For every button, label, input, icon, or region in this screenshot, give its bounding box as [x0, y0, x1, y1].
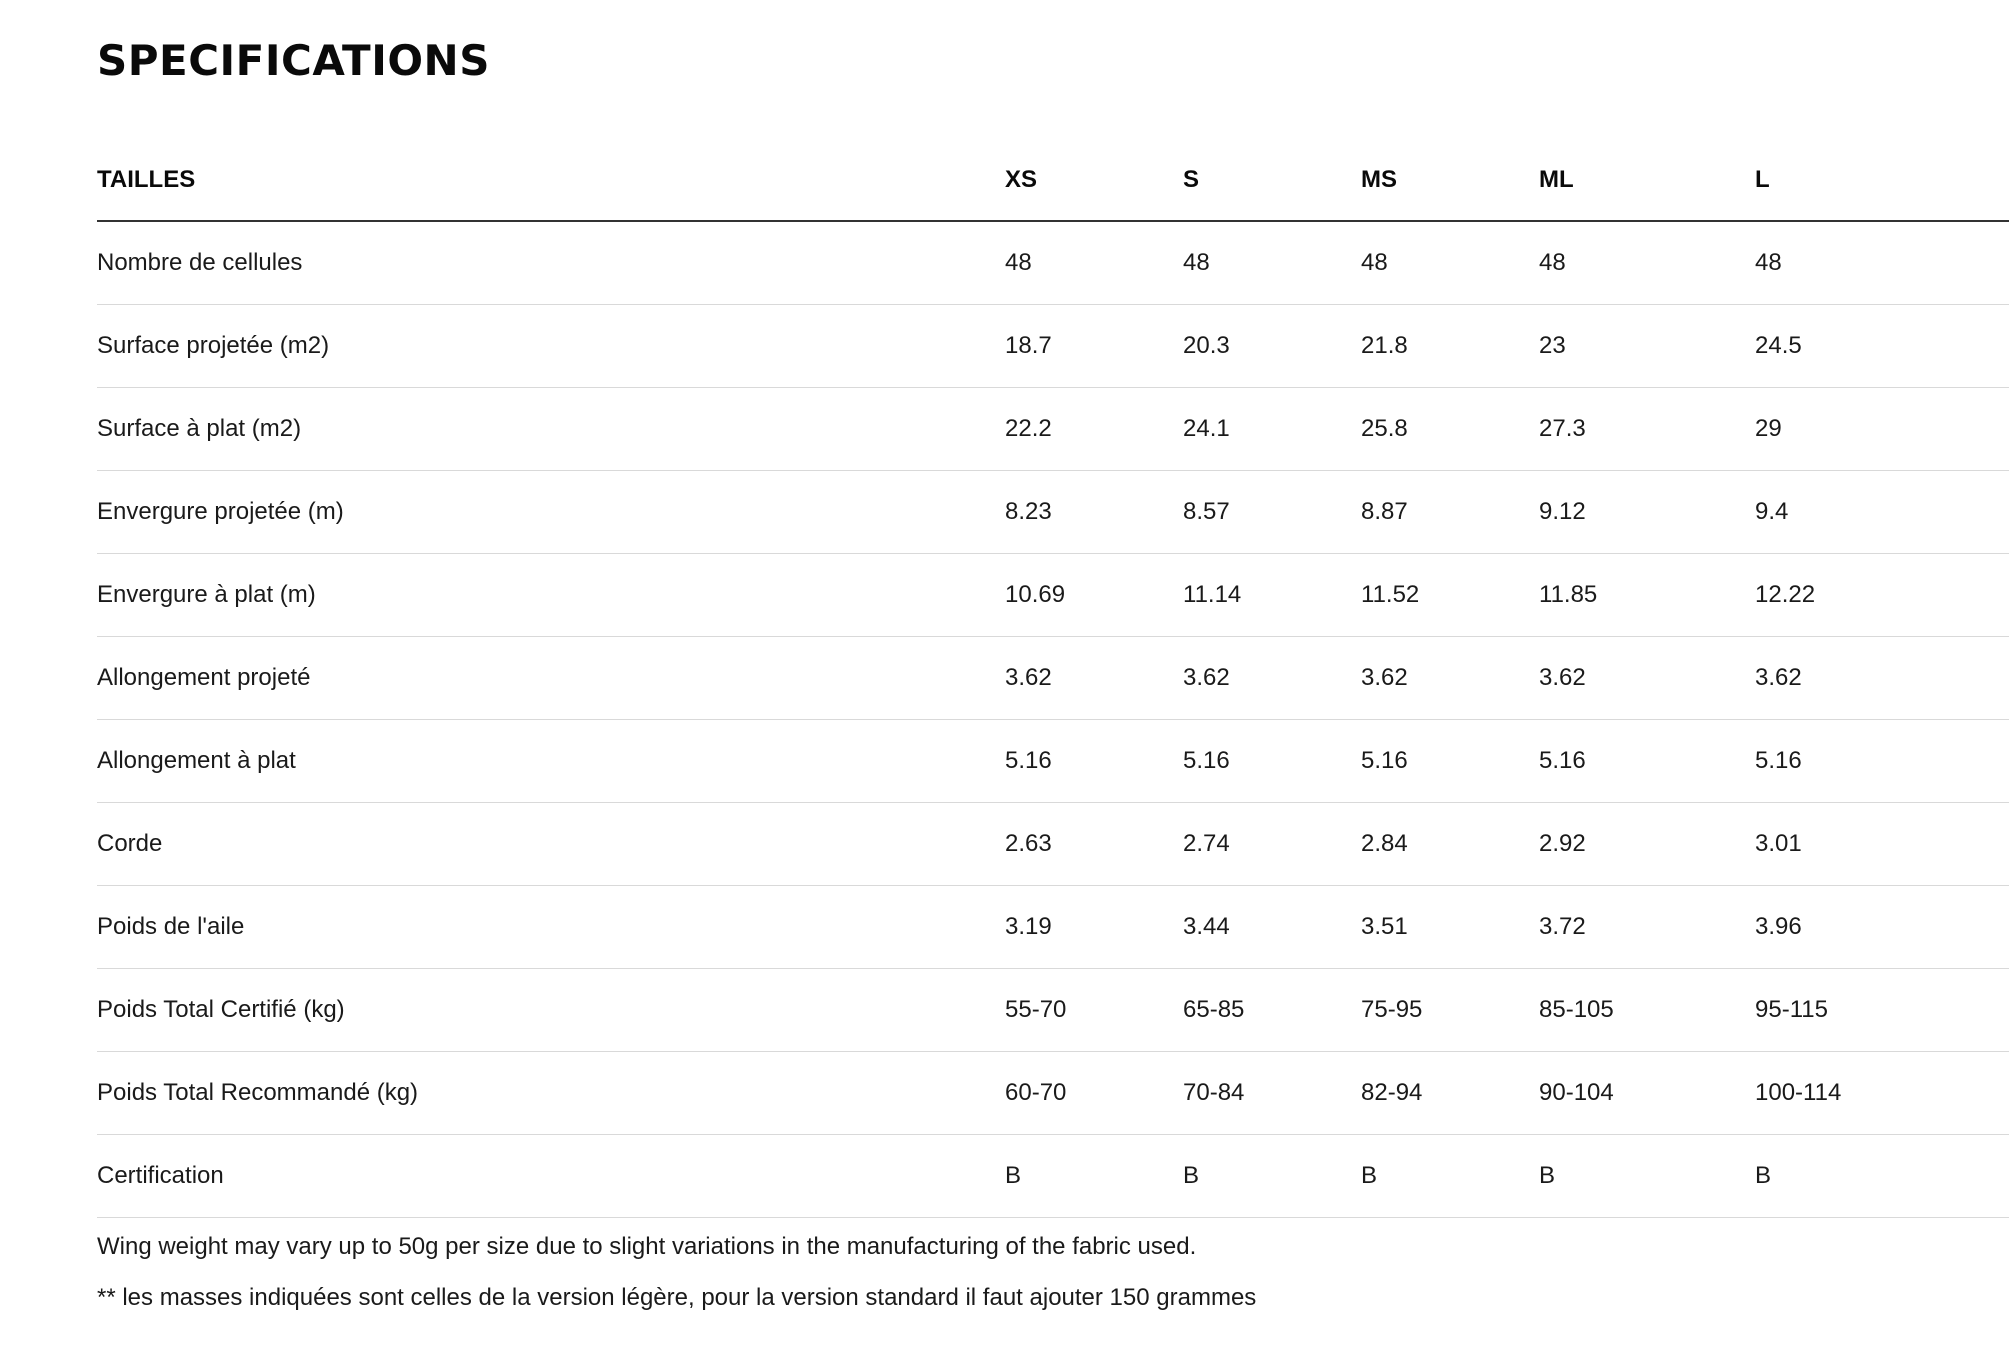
- cell-ml: 85-105: [1539, 969, 1755, 1052]
- footnotes: [97, 1230, 1697, 1315]
- cell-ms: 48: [1361, 221, 1539, 305]
- cell-xs: 8.23: [1005, 471, 1183, 554]
- cell-s: 70-84: [1183, 1052, 1361, 1135]
- cell-ml: 27.3: [1539, 388, 1755, 471]
- cell-s: 20.3: [1183, 305, 1361, 388]
- cell-ml: B: [1539, 1135, 1755, 1218]
- header-size-s: S: [1183, 140, 1361, 221]
- cell-ms: 3.51: [1361, 886, 1539, 969]
- cell-xs: 3.62: [1005, 637, 1183, 720]
- cell-s: 8.57: [1183, 471, 1361, 554]
- row-label: Poids Total Certifié (kg): [97, 969, 1005, 1052]
- table-row: [97, 1052, 2009, 1135]
- cell-ml: 9.12: [1539, 471, 1755, 554]
- header-sizes: TAILLES: [97, 140, 1005, 221]
- cell-ms: 21.8: [1361, 305, 1539, 388]
- row-label: Surface à plat (m2): [97, 388, 1005, 471]
- header-size-l: L: [1755, 140, 2009, 221]
- cell-ml: 11.85: [1539, 554, 1755, 637]
- page-title: SPECIFICATIONS: [97, 36, 490, 85]
- cell-l: 3.01: [1755, 803, 2009, 886]
- cell-xs: 60-70: [1005, 1052, 1183, 1135]
- cell-ml: 23: [1539, 305, 1755, 388]
- cell-s: 24.1: [1183, 388, 1361, 471]
- cell-l: 5.16: [1755, 720, 2009, 803]
- row-label: Poids de l'aile: [97, 886, 1005, 969]
- row-label: Poids Total Recommandé (kg): [97, 1052, 1005, 1135]
- cell-xs: 10.69: [1005, 554, 1183, 637]
- cell-ml: 3.62: [1539, 637, 1755, 720]
- table-row: [97, 305, 2009, 388]
- cell-l: 48: [1755, 221, 2009, 305]
- cell-ml: 48: [1539, 221, 1755, 305]
- row-label: Allongement projeté: [97, 637, 1005, 720]
- cell-ms: B: [1361, 1135, 1539, 1218]
- cell-xs: 48: [1005, 221, 1183, 305]
- cell-ms: 3.62: [1361, 637, 1539, 720]
- cell-xs: 2.63: [1005, 803, 1183, 886]
- cell-l: 29: [1755, 388, 2009, 471]
- row-label: Surface projetée (m2): [97, 305, 1005, 388]
- cell-l: B: [1755, 1135, 2009, 1218]
- cell-s: B: [1183, 1135, 1361, 1218]
- table-row: [97, 969, 2009, 1052]
- cell-ml: 2.92: [1539, 803, 1755, 886]
- cell-l: 24.5: [1755, 305, 2009, 388]
- table-row: [97, 554, 2009, 637]
- cell-ms: 75-95: [1361, 969, 1539, 1052]
- table-row: [97, 221, 2009, 305]
- header-size-ml: ML: [1539, 140, 1755, 221]
- cell-l: 95-115: [1755, 969, 2009, 1052]
- cell-xs: 5.16: [1005, 720, 1183, 803]
- cell-ml: 3.72: [1539, 886, 1755, 969]
- cell-l: 9.4: [1755, 471, 2009, 554]
- cell-l: 3.62: [1755, 637, 2009, 720]
- cell-ms: 2.84: [1361, 803, 1539, 886]
- row-label: Envergure à plat (m): [97, 554, 1005, 637]
- cell-xs: 18.7: [1005, 305, 1183, 388]
- cell-s: 48: [1183, 221, 1361, 305]
- cell-ms: 5.16: [1361, 720, 1539, 803]
- wing-weight-note: Wing weight may vary up to 50g per size due to slight variations in the manufacturing of the fabric used.: [97, 1233, 1197, 1260]
- cell-s: 5.16: [1183, 720, 1361, 803]
- row-label: Allongement à plat: [97, 720, 1005, 803]
- cell-ml: 5.16: [1539, 720, 1755, 803]
- cell-l: 100-114: [1755, 1052, 2009, 1135]
- cell-l: 12.22: [1755, 554, 2009, 637]
- cell-xs: 22.2: [1005, 388, 1183, 471]
- cell-ml: 90-104: [1539, 1052, 1755, 1135]
- cell-l: 3.96: [1755, 886, 2009, 969]
- cell-s: 3.44: [1183, 886, 1361, 969]
- cell-s: 65-85: [1183, 969, 1361, 1052]
- header-size-xs: XS: [1005, 140, 1183, 221]
- cell-ms: 8.87: [1361, 471, 1539, 554]
- cell-s: 11.14: [1183, 554, 1361, 637]
- row-label: Certification: [97, 1135, 1005, 1218]
- specifications-table: [97, 140, 2009, 1218]
- row-label: Nombre de cellules: [97, 221, 1005, 305]
- cell-s: 3.62: [1183, 637, 1361, 720]
- table-row: [97, 637, 2009, 720]
- table-row: [97, 388, 2009, 471]
- cell-xs: 3.19: [1005, 886, 1183, 969]
- cell-ms: 11.52: [1361, 554, 1539, 637]
- table-row: [97, 1135, 2009, 1218]
- table-row: [97, 886, 2009, 969]
- row-label: Envergure projetée (m): [97, 471, 1005, 554]
- cell-xs: 55-70: [1005, 969, 1183, 1052]
- cell-s: 2.74: [1183, 803, 1361, 886]
- cell-xs: B: [1005, 1135, 1183, 1218]
- cell-ms: 25.8: [1361, 388, 1539, 471]
- table-row: [97, 803, 2009, 886]
- table-row: [97, 720, 2009, 803]
- cell-ms: 82-94: [1361, 1052, 1539, 1135]
- header-row: [97, 140, 2009, 221]
- table-row: [97, 471, 2009, 554]
- mass-version-note: ** les masses indiquées sont celles de la version légère, pour la version standard il faut ajouter 150 grammes: [97, 1284, 1257, 1311]
- table-header: [97, 140, 2009, 221]
- table-body: [97, 221, 2009, 1218]
- row-label: Corde: [97, 803, 1005, 886]
- header-size-ms: MS: [1361, 140, 1539, 221]
